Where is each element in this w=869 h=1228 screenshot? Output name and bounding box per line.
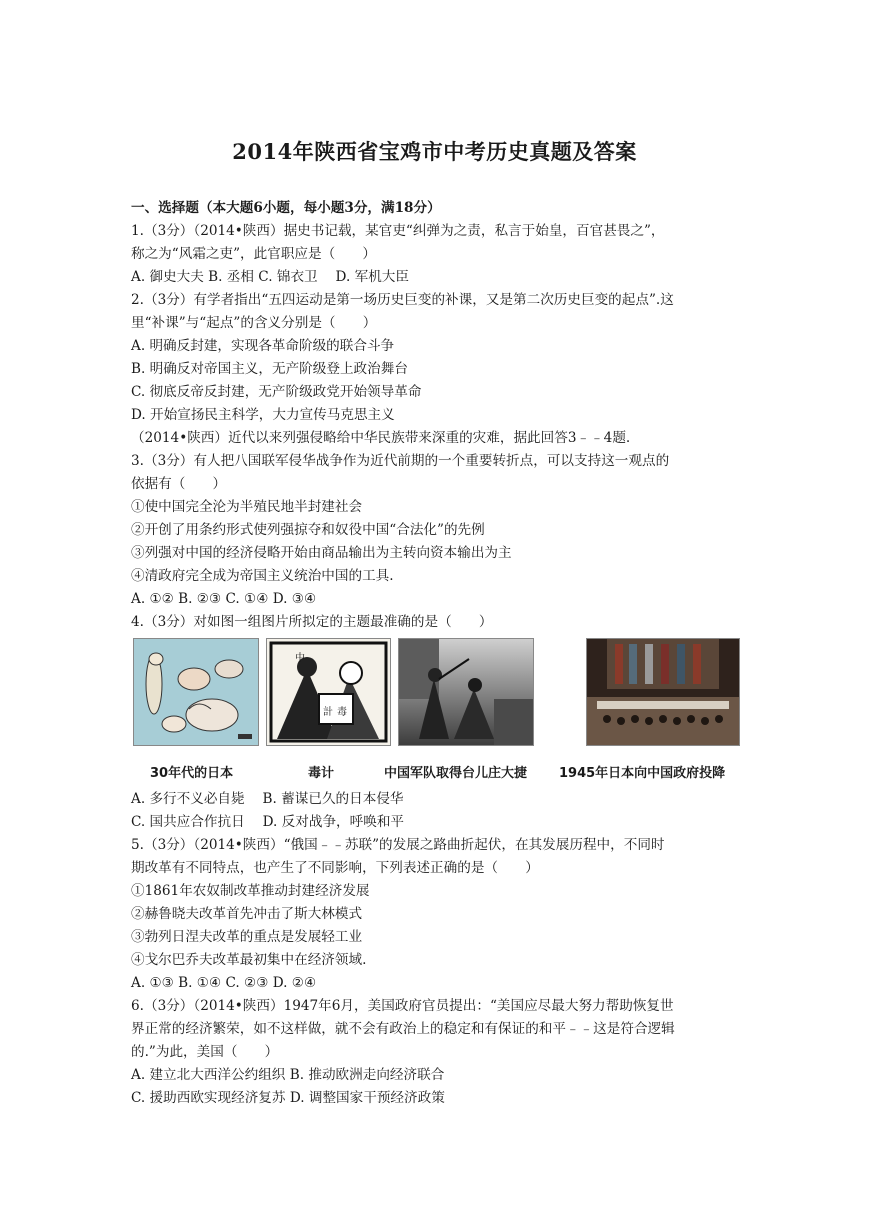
text-line: ②赫鲁晓夫改革首先冲击了斯大林模式 (131, 906, 363, 922)
text-line: A. 明确反封建，实现各革命阶级的联合斗争 (131, 338, 395, 354)
text-line: B. 明确反对帝国主义，无产阶级登上政治舞台 (131, 361, 408, 377)
text-line: A. ①② B. ②③ C. ①④ D. ③④ (131, 591, 317, 607)
text-line: 6.（3分）（2014•陕西）1947年6月，美国政府官员提出：“美国应尽最大努力帮助恢复世 (131, 998, 674, 1014)
text-line: 1.（3分）（2014•陕西）据史书记载，某官吏“纠弹为之责，私言于始皇，百官甚畏之”， (131, 223, 665, 239)
figure-caption: 中国军队取得台儿庄大捷 (384, 766, 528, 781)
text-line: A. 御史大夫 B. 丞相 C. 锦衣卫 D. 军机大臣 (131, 269, 409, 285)
figure-surrender-ceremony-photo (586, 638, 740, 746)
text-line: A. 建立北大西洋公约组织 B. 推动欧洲走向经济联合 (131, 1067, 445, 1083)
text-line: （2014•陕西）近代以来列强侵略给中华民族带来深重的灾难，据此回答3﹣﹣4题. (131, 430, 631, 446)
text-line: ②开创了用条约形式使列强掠夺和奴役中国“合法化”的先例 (131, 522, 485, 538)
text-line: 依据有（ ） (131, 476, 227, 492)
text-line: 界正常的经济繁荣，如不这样做，就不会有政治上的稳定和有保证的和平﹣﹣这是符合逻辑 (131, 1021, 675, 1037)
page-title: 2014年陕西省宝鸡市中考历史真题及答案 (232, 139, 637, 164)
figure-japan-cartoon (133, 638, 259, 746)
poster-char: 毒 (337, 707, 347, 718)
text-line: 称之为“风霜之吏”，此官职应是（ ） (131, 246, 376, 262)
text-line: 里“补课”与“起点”的含义分别是（ ） (131, 315, 377, 331)
figure-caption: 30年代的日本 (150, 766, 234, 781)
text-line: 4.（3分）对如图一组图片所拟定的主题最准确的是（ ） (131, 614, 493, 630)
figure-poisonous-plot-poster (266, 638, 391, 746)
text-line: 2.（3分）有学者指出“五四运动是第一场历史巨变的补课，又是第二次历史巨变的起点”.这 (131, 292, 674, 308)
text-line: 的.”为此，美国（ ） (131, 1044, 279, 1060)
poster-illustration (267, 639, 390, 745)
cartoon-illustration (134, 639, 258, 745)
text-line: 期改革有不同特点，也产生了不同影响，下列表述正确的是（ ） (131, 860, 539, 876)
figure-caption: 1945年日本向中国政府投降 (559, 766, 726, 781)
text-line: 5.（3分）（2014•陕西）“俄国﹣﹣苏联”的发展之路曲折起伏，在其发展历程中，不同时 (131, 837, 665, 853)
text-line: D. 开始宣扬民主科学，大力宣传马克思主义 (131, 407, 395, 423)
text-line: C. 国共应合作抗日 D. 反对战争，呼唤和平 (131, 814, 405, 830)
text-line: A. ①③ B. ①④ C. ②③ D. ②④ (131, 975, 317, 991)
battle-photo (399, 639, 533, 745)
poster-char: 計 (323, 707, 333, 718)
poster-char: 中 (295, 653, 305, 664)
figure-taierzhuang-photo (398, 638, 534, 746)
text-line: A. 多行不义必自毙 B. 蓄谋已久的日本侵华 (131, 791, 404, 807)
text-line: ①1861年农奴制改革推动封建经济发展 (131, 883, 370, 899)
ceremony-photo (587, 639, 739, 745)
text-line: ④清政府完全成为帝国主义统治中国的工具. (131, 568, 394, 584)
text-line: ③勃列日涅夫改革的重点是发展轻工业 (131, 929, 363, 945)
text-line: ①使中国完全沦为半殖民地半封建社会 (131, 499, 363, 515)
section-heading: 一、选择题（本大题6小题，每小题3分，满18分） (131, 200, 441, 216)
text-line: ③列强对中国的经济侵略开始由商品输出为主转向资本输出为主 (131, 545, 512, 561)
text-line: ④戈尔巴乔夫改革最初集中在经济领域. (131, 952, 367, 968)
text-line: C. 彻底反帝反封建，无产阶级政党开始领导革命 (131, 384, 422, 400)
text-line: C. 援助西欧实现经济复苏 D. 调整国家干预经济政策 (131, 1090, 445, 1106)
figure-caption: 毒计 (308, 766, 335, 781)
text-line: 3.（3分）有人把八国联军侵华战争作为近代前期的一个重要转折点，可以支持这一观点的 (131, 453, 670, 469)
